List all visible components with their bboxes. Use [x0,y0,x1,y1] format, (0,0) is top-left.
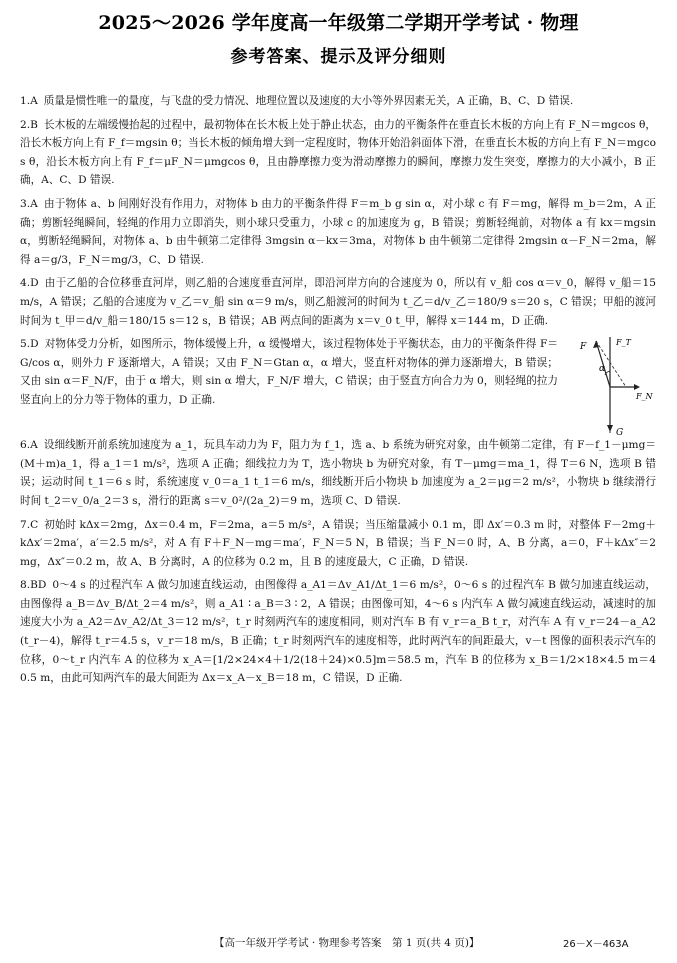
item-number: 2. [20,118,31,131]
answer-item-5 [20,335,656,439]
item-explanation: 对物体受力分析，如图所示，物体缓慢上升，α 缓慢增大，该过程物体处于平衡状态，由力的平衡条件得 F＝G/cos α，则外力 F 逐渐增大，A 错误；又由 F_N＝Gtan α，α 增大，竖直杆对物体的弹力逐渐增大，B 错误；又由 sin α＝F_N/F，由于 α 增大，则 sin α 增大，F_N/F 增大，C 错误；由于竖直方向合力为 0，则轻绳的拉力竖直向上的分力等于物体的重力，D 正确. [20,338,558,406]
item-explanation: 由于乙船的合位移垂直河岸，则乙船的合速度垂直河岸，即沿河岸方向的合速度为 0，所以有 v_船 cos α＝v_0，解得 v_船＝15 m/s，A 错误；乙船的合速度为 v_乙＝v_船 sin α＝9 m/s，则乙船渡河的时间为 t_乙＝d/v_乙＝180/9 s＝20 s，C 错误；甲船的渡河时间为 t_甲＝d/v_船＝180/15 s＝12 s，B 错误；AB 两点间的距离为 x＝v_0 t_甲，解得 x＝144 m，D 正确. [20,277,656,327]
item-explanation: 初始时 kΔx＝2mg，Δx＝0.4 m，F＝2ma，a＝5 m/s²，A 错误；当压缩量减小 0.1 m，即 Δx′＝0.3 m 时，对整体 F－2mg＋kΔx′＝2ma′，a′＝2.5 m/s²，对 A 有 F＋F_N－mg＝ma′，F_N＝5 N，B 错误；当 F_N＝0 时，A、B 分离，a＝0，F＋kΔx″＝2mg，Δx″＝0.2 m，故 A、B 分离时，A 的位移为 0.2 m，且 B 的速度最大，C 正确，D 错误. [20,518,656,568]
answer-item-7 [20,516,656,572]
label-alpha: α [599,364,606,375]
tension-arrowhead [593,341,599,348]
answer-item-1 [20,92,656,111]
gravity-arrowhead [607,425,613,432]
item-answer: A [30,95,38,107]
item-answer: BD [30,579,47,592]
answer-item-8 [20,576,656,688]
item-explanation: 由于物体 a、b 间刚好没有作用力，对物体 b 由力的平衡条件得 F＝m_b g sin α，对小球 c 有 F＝mg，解得 m_b＝2m，A 正确；剪断轻绳瞬间，轻绳的作用力立即消失，则小球只受重力，小球 c 的加速度为 g，B 错误；剪断轻绳前，对物体 a 有 kx＝mgsin α，剪断轻绳瞬间，对物体 a、b 由牛顿第二定律得 3mgsin α－kx＝3ma，对物体 b 由牛顿第二定律得 2mgsin α－F_N＝2ma，解得 a＝g/3，F_N＝mg/3，C、D 错误. [20,197,656,266]
force-diagram [566,335,656,439]
answer-item-6 [20,436,656,510]
item-answer: D [30,277,39,290]
page-footer [0,933,677,953]
item-explanation: 质量是惯性唯一的量度，与飞盘的受力情况、地理位置以及速度的大小等外界因素无关，A 正确，B、C、D 错误. [43,95,574,107]
item-number: 6. [20,439,31,452]
item-explanation: 设细线断开前系统加速度为 a_1，玩具车动力为 F，阻力为 f_1，选 a、b 系统为研究对象，由牛顿第二定律，有 F－f_1－μmg＝(M＋m)a_1，得 a_1＝1 m/s²，选项 A 正确；细线拉力为 T，选小物块 b 为研究对象，有 T－μmg＝ma_1，得 T＝6 N，选项 B 错误；运动时间 t_1＝6 s 时，系统速度 v_0＝a_1 t_1＝6 m/s，细线断开后小物块 b 加速度为 a_2＝μg＝2 m/s²，小物块 b 继续滑行时间 t_2＝v_0/a_2＝3 s，滑行的距离 s＝v_0²/(2a_2)＝9 m，选项 C、D 错误. [20,439,656,507]
item-explanation: 长木板的左端缓慢抬起的过程中，最初物体在长木板上处于静止状态，由力的平衡条件在垂直长木板的方向上有 F_N＝mgcos θ，沿长木板方向上有 F_f＝mgsin θ；当长木板的倾角增大到一定程度时，物体开始沿斜面体下滑，在垂直长木板的方向上有 F_N＝mgcos θ，沿长木板方向上有 F_f＝μF_N＝μmgcos θ，且由静摩擦力变为滑动摩擦力的瞬间，摩擦力发生突变，摩擦力的大小减小，B 正确，A、C、D 错误. [20,118,656,187]
item-answer: B [30,118,38,131]
page-subtitle: 参考答案、提示及评分细则 [230,47,447,67]
label-fn: F_N [636,392,653,402]
answer-list [20,92,656,693]
item-number: 4. [20,277,31,290]
item-number: 7. [20,518,31,531]
footer-page-info: 【高一年级开学考试 · 物理参考答案 第 1 页(共 4 页)】 [214,937,480,949]
answer-item-4 [20,274,656,330]
label-g: G [616,428,624,439]
item-answer: C [30,518,39,531]
item-answer: D [30,338,39,351]
item-explanation: 0～4 s 的过程汽车 A 做匀加速直线运动，由图像得 a_A1＝Δv_A1/Δt_1＝6 m/s²，0～6 s 的过程汽车 B 做匀加速直线运动，由图像得 a_B＝Δv_B/Δt_2＝4 m/s²，则 a_A1 ∶ a_B＝3 ∶ 2，A 错误；由图像可知，4～6 s 内汽车 A 做匀减速直线运动，减速时的加速度大小为 a_A2＝Δv_A2/Δt_3＝12 m/s²，t_r 时刻两汽车的速度相同，则对汽车 B 有 v_r＝a_B t_r，对汽车 A 有 v_r＝24－a_A2(t_r－4)，解得 t_r＝4.5 s，v_r＝18 m/s，B 正确；t_r 时刻两汽车的速度相等，此时两汽车的间距最大，v－t 图像的面积表示汽车的位移，0～t_r 内汽车 A 的位移为 x_A＝[1/2×24×4＋1/2(18＋24)×0.5]m＝58.5 m，汽车 B 的位移为 x_B＝1/2×18×4.5 m＝40.5 m，由此可知两汽车的最大间距为 Δx＝x_A－x_B＝18 m，C 错误，D 正确. [20,579,656,685]
footer-code: 26－X－463A [563,939,629,950]
answer-item-3 [20,195,656,269]
normal-arrowhead [634,384,640,390]
label-f: F [580,342,587,353]
item-number: 1. [20,95,31,107]
item-number: 8. [20,579,31,592]
label-ft: F_T [616,338,631,348]
item-number: 5. [20,338,31,351]
item-answer: A [30,439,38,452]
answer-item-2 [20,116,656,190]
page-title: 2025～2026 学年度高一年级第二学期开学考试 · 物理 [98,12,579,34]
item-number: 3. [20,197,31,210]
item-answer: A [30,197,38,210]
